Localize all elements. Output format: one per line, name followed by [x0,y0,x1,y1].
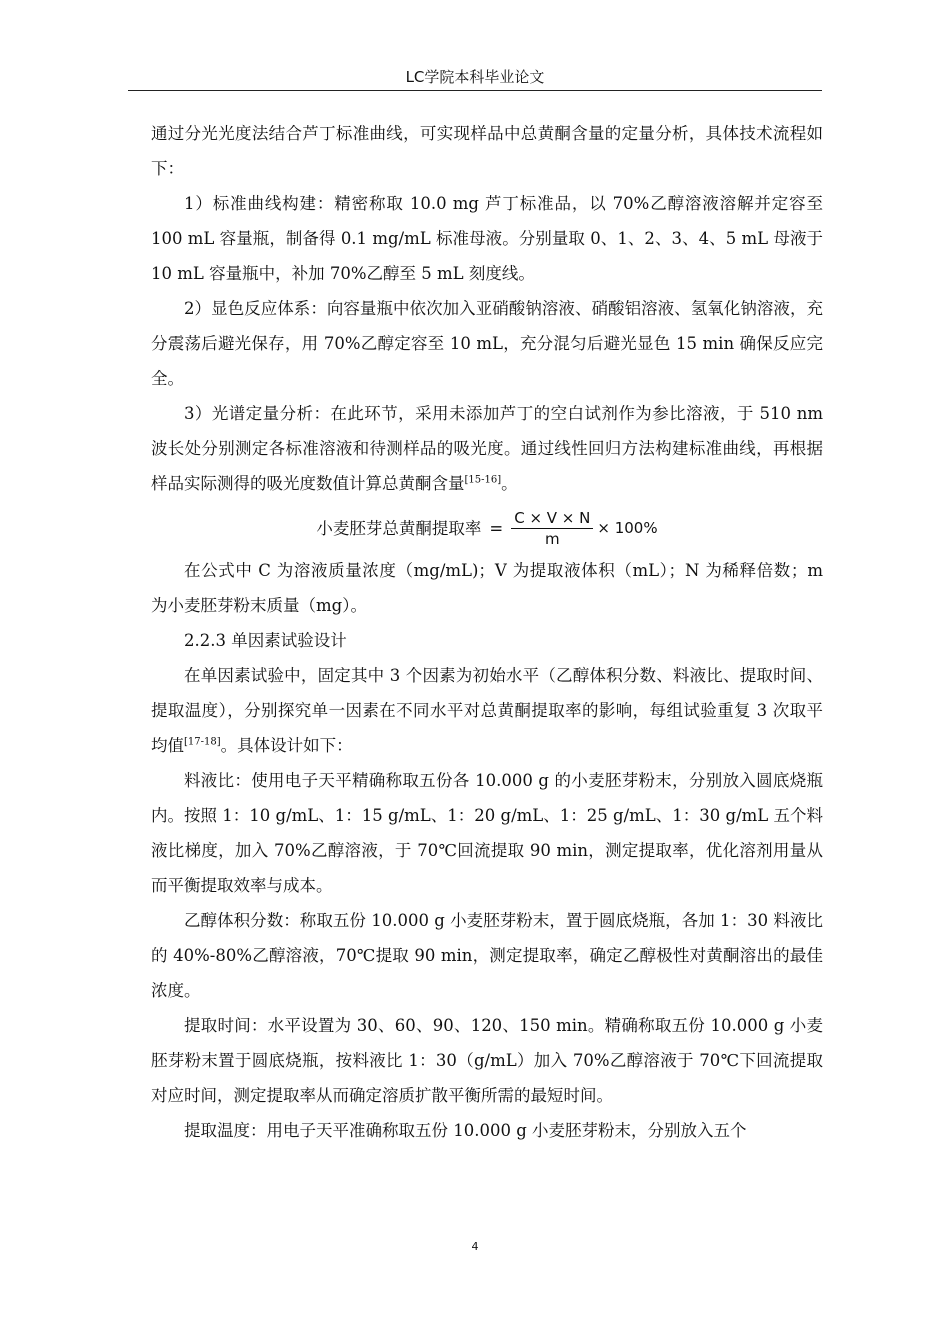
paragraph: 提取温度：用电子天平准确称取五份 10.000 g 小麦胚芽粉末，分别放入五个 [184,1121,747,1140]
paragraph-text: 3）光谱定量分析：在此环节，采用未添加芦丁的空白试剂作为参比溶液，于 510 nm 波长处分别测定各标准溶液和待测样品的吸光度。通过线性回归方法构建标准曲线，再根据样品实际测得的吸光度数值计算总黄酮含量 [151,404,823,493]
formula-denominator: m [544,529,560,548]
formula-lhs: 小麦胚芽总黄酮提取率 [316,518,482,538]
running-header: LC学院本科毕业论文 [405,68,545,86]
paragraph-text: 。具体设计如下： [220,736,353,755]
paragraph [151,658,823,763]
citation: [17-18] [184,736,221,748]
paragraph [151,396,823,501]
formula-fraction [511,508,593,549]
paragraph: 乙醇体积分数：称取五份 10.000 g 小麦胚芽粉末，置于圆底烧瓶，各加 1：30 料液比的 40%-80%乙醇溶液，70℃提取 90 min，测定提取率，确定乙醇极性对黄酮溶出的最佳浓度。 [151,911,823,1000]
paragraph: 在公式中 C 为溶液质量浓度（mg/mL)；V 为提取液体积（mL）；N 为稀释倍数；m 为小麦胚芽粉末质量（mg）。 [151,561,823,615]
document-body [151,116,823,1148]
page-number: 4 [471,1240,479,1253]
formula-equals: = [489,518,504,538]
formula-multiplier: × 100% [597,518,658,537]
section-heading: 2.2.3 单因素试验设计 [184,631,347,650]
paragraph-text: 在单因素试验中，固定其中 3 个因素为初始水平（乙醇体积分数、料液比、提取时间、提取温度），分别探究单一因素在不同水平对总黄酮提取率的影响，每组试验重复 3 次取平均值 [151,666,823,755]
paragraph: 提取时间：水平设置为 30、60、90、120、150 min。精确称取五份 10.000 g 小麦胚芽粉末置于圆底烧瓶，按料液比 1：30（g/mL）加入 70%乙醇溶液于 70℃下回流提取对应时间，测定提取率从而确定溶质扩散平衡所需的最短时间。 [151,1016,823,1105]
extraction-rate-formula [151,503,823,553]
paragraph: 料液比：使用电子天平精确称取五份各 10.000 g 的小麦胚芽粉末，分别放入圆底烧瓶内。按照 1：10 g/mL、1：15 g/mL、1：20 g/mL、1：25 g/mL、1：30 g/mL 五个料液比梯度，加入 70%乙醇溶液，于 70℃回流提取 90 min，测定提取率，优化溶剂用量从而平衡提取效率与成本。 [151,771,823,895]
paragraph: 2）显色反应体系：向容量瓶中依次加入亚硝酸钠溶液、硝酸铝溶液、氢氧化钠溶液，充分震荡后避光保存，用 70%乙醇定容至 10 mL，充分混匀后避光显色 15 min 确保反应完全。 [151,299,823,388]
paragraph-text: 。 [501,474,518,493]
paragraph: 通过分光光度法结合芦丁标准曲线，可实现样品中总黄酮含量的定量分析，具体技术流程如下： [151,124,823,178]
formula-numerator: C × V × N [511,508,593,529]
citation: [15-16] [464,474,502,486]
header-rule [128,90,822,91]
paragraph: 1）标准曲线构建：精密称取 10.0 mg 芦丁标准品，以 70%乙醇溶液溶解并定容至 100 mL 容量瓶，制备得 0.1 mg/mL 标准母液。分别量取 0、1、2、3、4、5 mL 母液于 10 mL 容量瓶中，补加 70%乙醇至 5 mL 刻度线。 [151,194,823,283]
